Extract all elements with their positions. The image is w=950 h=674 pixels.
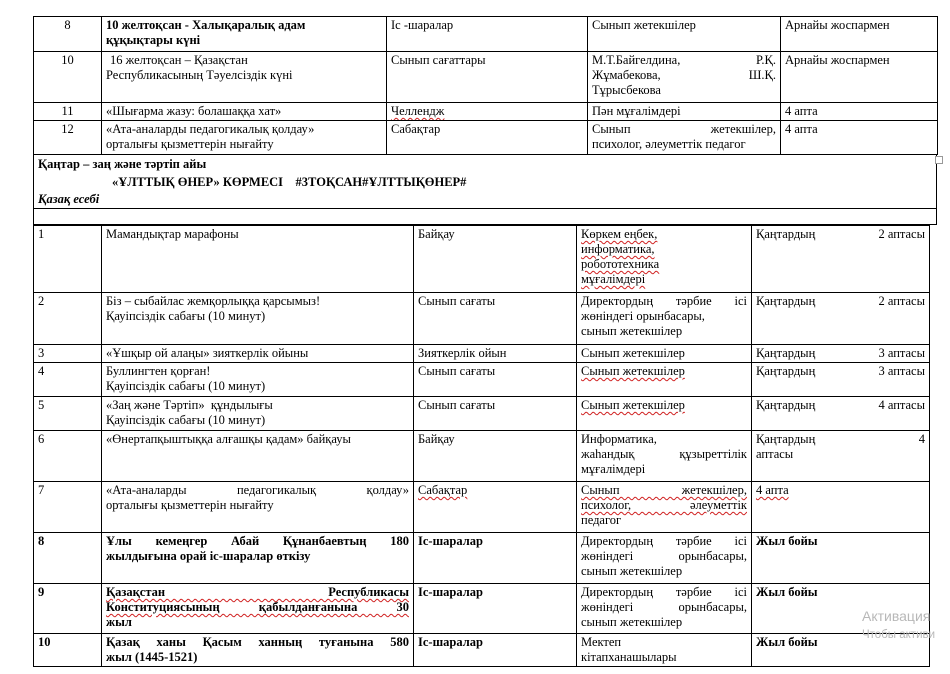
form-cell: Байқау <box>414 226 577 293</box>
plan-table-january <box>33 225 930 667</box>
watermark-title: Активация <box>862 608 931 624</box>
month-title: Қаңтар – заң және тәртіп айы <box>38 157 207 171</box>
spacer-row <box>33 209 937 225</box>
event-cell: Ұлы кемеңгер Абай Құнанбаевтың 180 жылдығына орай іс-шаралар өткізу <box>102 533 414 584</box>
event-cell: «Ата-аналарды педагогикалық қолдау» орталығы қызметтерін нығайту <box>102 121 387 155</box>
responsible-cell: Сынып жетекшілер <box>577 345 752 363</box>
event-cell: Буллингтен қорған! Қауіпсіздік сабағы (10 минут) <box>102 363 414 397</box>
form-cell: Зияткерлік ойын <box>414 345 577 363</box>
row-number: 1 <box>34 226 102 293</box>
event-cell: «Өнертапқыштыққа алғашқы қадам» байқауы <box>102 431 414 482</box>
row-number: 2 <box>34 293 102 345</box>
responsible-cell: Сынып жетекшілер, психолог, әлеуметтік педагог <box>577 482 752 533</box>
date-cell: Жыл бойы <box>752 634 930 667</box>
table-resize-handle[interactable] <box>935 156 943 164</box>
row-number: 10 <box>34 52 102 103</box>
form-cell: Іс-шаралар <box>414 584 577 634</box>
responsible-cell: Директордың тәрбие ісі жөніндегі орынбасары, сынып жетекшілер <box>577 533 752 584</box>
table-row <box>34 431 930 482</box>
form-cell: Челлендж <box>387 103 588 121</box>
responsible-cell: Сынып жетекшілер, психолог, әлеуметтік педагог <box>588 121 781 155</box>
responsible-cell: Көркем еңбек, информатика, робототехника мұғалімдері <box>577 226 752 293</box>
responsible-cell: Пән мұғалімдері <box>588 103 781 121</box>
windows-activation-watermark <box>862 608 935 641</box>
date-cell: Қаңтардың 4 аптасы <box>752 431 930 482</box>
date-cell: Арнайы жоспармен <box>781 52 938 103</box>
row-number: 4 <box>34 363 102 397</box>
event-cell: «Ұшқыр ой алаңы» зияткерлік ойыны <box>102 345 414 363</box>
form-cell: Байқау <box>414 431 577 482</box>
responsible-cell: Директордың тәрбие ісі жөніндегі орынбасары, сынып жетекшілер <box>577 293 752 345</box>
form-cell: Іс-шаралар <box>414 533 577 584</box>
event-cell: 10 желтоқсан - Халықаралық адам құқықтары күні <box>102 17 387 52</box>
row-number: 5 <box>34 397 102 431</box>
form-cell: Сабақтар <box>387 121 588 155</box>
responsible-cell: Сынып жетекшілер <box>577 363 752 397</box>
responsible-cell: Информатика, жаһандық құзыреттілік мұғалімдері <box>577 431 752 482</box>
table-row <box>34 17 938 52</box>
date-cell: Қаңтардың 2 аптасы <box>752 293 930 345</box>
responsible-cell: Сынып жетекшілер <box>588 17 781 52</box>
date-cell: Жыл бойы <box>752 533 930 584</box>
row-number: 8 <box>34 533 102 584</box>
responsible-cell: Директордың тәрбие ісі жөніндегі орынбасары, сынып жетекшілер <box>577 584 752 634</box>
date-cell: Қаңтардың 4 аптасы <box>752 397 930 431</box>
date-cell: 4 апта <box>752 482 930 533</box>
date-cell: Қаңтардың 2 аптасы <box>752 226 930 293</box>
event-cell: 16 желтоқсан – Қазақстан Республикасының Тәуелсіздік күні <box>102 52 387 103</box>
responsible-cell: М.Т.Байгелдина, Р.Қ. Жұмабекова, Ш.Қ. Тұрысбекова <box>588 52 781 103</box>
event-cell: «Заң және Тәртіп» құндылығы Қауіпсіздік сабағы (10 минут) <box>102 397 414 431</box>
table-row <box>34 482 930 533</box>
table-row <box>34 584 930 634</box>
event-cell: «Шығарма жазу: болашаққа хат» <box>102 103 387 121</box>
form-cell: Сынып сағаты <box>414 397 577 431</box>
table-row <box>34 52 938 103</box>
table-row <box>34 103 938 121</box>
row-number: 7 <box>34 482 102 533</box>
date-cell: Арнайы жоспармен <box>781 17 938 52</box>
month-banner <box>33 154 937 209</box>
row-number: 8 <box>34 17 102 52</box>
table-row <box>34 363 930 397</box>
form-cell: Сынып сағаты <box>414 293 577 345</box>
event-cell: Қазақ ханы Қасым ханның туғанына 580 жыл (1445-1521) <box>102 634 414 667</box>
watermark-subtitle: Чтобы активи <box>862 629 936 641</box>
date-cell: Қаңтардың 3 аптасы <box>752 345 930 363</box>
form-cell: Сынып сағаттары <box>387 52 588 103</box>
event-cell: Мамандықтар марафоны <box>102 226 414 293</box>
row-number: 6 <box>34 431 102 482</box>
event-cell: Біз – сыбайлас жемқорлыққа қарсымыз! Қауіпсіздік сабағы (10 минут) <box>102 293 414 345</box>
event-cell: «Ата-аналарды педагогикалық қолдау» орталығы қызметтерін нығайту <box>102 482 414 533</box>
form-cell: Іс -шаралар <box>387 17 588 52</box>
row-number: 10 <box>34 634 102 667</box>
table-row <box>34 121 938 155</box>
row-number: 12 <box>34 121 102 155</box>
event-cell: Қазақстан Республикасы Конституциясының қабылданғанына 30 жыл <box>102 584 414 634</box>
date-cell: 4 апта <box>781 103 938 121</box>
table-row <box>34 533 930 584</box>
form-cell: Іс-шаралар <box>414 634 577 667</box>
responsible-cell: Сынып жетекшілер <box>577 397 752 431</box>
row-number: 11 <box>34 103 102 121</box>
table-row <box>34 397 930 431</box>
table-row <box>34 345 930 363</box>
date-cell: Жыл бойы <box>752 584 930 634</box>
form-cell: Сабақтар <box>414 482 577 533</box>
table-row <box>34 634 930 667</box>
row-number: 9 <box>34 584 102 634</box>
row-number: 3 <box>34 345 102 363</box>
form-cell: Сынып сағаты <box>414 363 577 397</box>
date-cell: 4 апта <box>781 121 938 155</box>
plan-table-december <box>33 16 938 155</box>
date-cell: Қаңтардың 3 аптасы <box>752 363 930 397</box>
report-label: Қазақ есебі <box>38 192 100 206</box>
exhibition-title: «ҰЛТТЫҚ ӨНЕР» КӨРМЕСІ #3ТОҚСАН#ҰЛТТЫҚӨНЕР# <box>112 175 467 189</box>
responsible-cell: Мектеп кітапханашылары <box>577 634 752 667</box>
table-row <box>34 226 930 293</box>
table-row <box>34 293 930 345</box>
